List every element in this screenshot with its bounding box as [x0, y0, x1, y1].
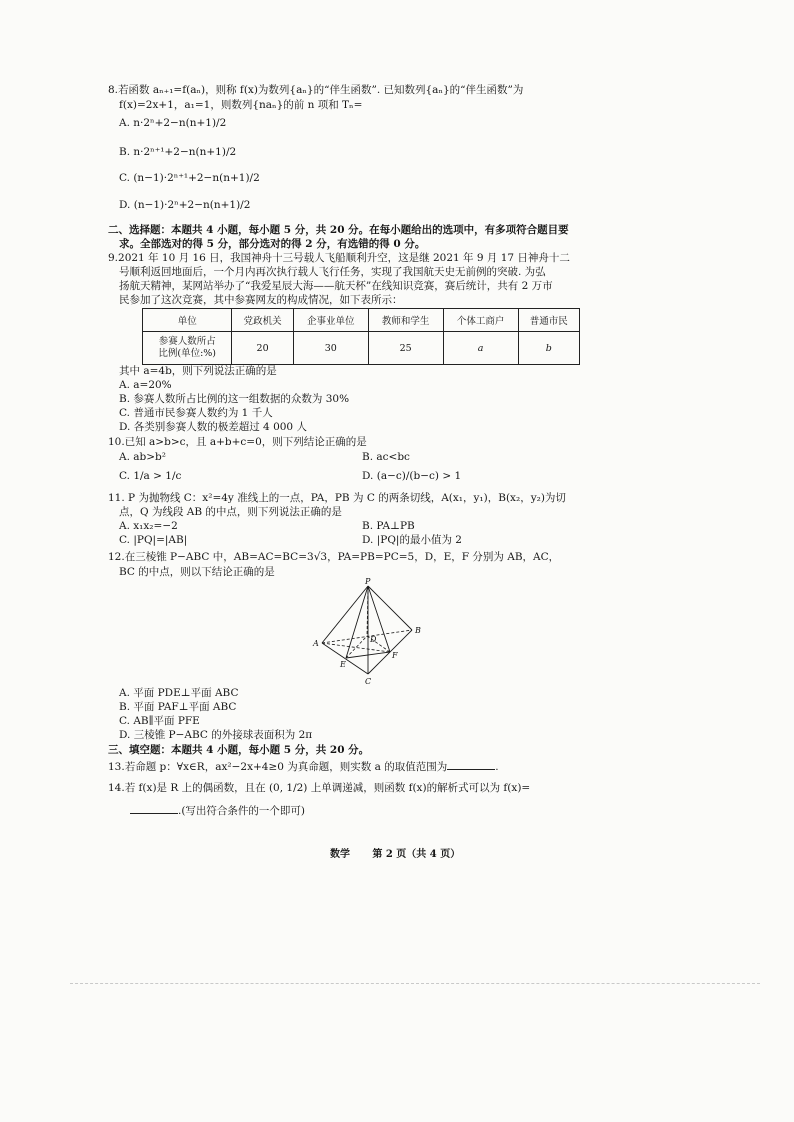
q14-answer-blank[interactable]	[130, 803, 178, 814]
table-cell: 20	[232, 332, 293, 365]
q9-option-c: C. 普通市民参赛人数约为 1 千人	[119, 407, 273, 419]
q11-option-c: C. |PQ|=|AB|	[119, 534, 188, 546]
q12-line2: BC 的中点，则以下结论正确的是	[119, 566, 275, 578]
table-header-cell: 普通市民	[518, 309, 579, 332]
table-header-cell: 企事业单位	[293, 309, 368, 332]
q9-option-a: A. a=20%	[119, 379, 172, 391]
table-header-cell: 个体工商户	[443, 309, 518, 332]
q10-line1: 10.已知 a>b>c，且 a+b+c=0，则下列结论正确的是	[108, 436, 367, 448]
q11-line1: 11. P 为抛物线 C：x²=4y 准线上的一点，PA，PB 为 C 的两条切线，A(x₁，y₁)，B(x₂，y₂)为切	[108, 492, 566, 504]
section3-heading: 三、填空题：本题共 4 小题，每小题 5 分，共 20 分。	[108, 744, 370, 756]
q11-option-b: B. PA⊥PB	[362, 520, 415, 532]
q14-line1: 14.若 f(x)是 R 上的偶函数，且在 (0, 1/2) 上单调递减，则函数 f(x)的解析式可以为 f(x)=	[108, 782, 531, 794]
footer-subject: 数学	[330, 849, 350, 860]
table-cell: 25	[368, 332, 443, 365]
vertex-b-label: B	[415, 626, 421, 635]
q13-answer-blank[interactable]	[447, 759, 495, 770]
table-header-row	[143, 309, 580, 332]
row-label-line2: 比例(单位:%)	[158, 348, 217, 359]
q14-post: .(写出符合条件的一个即可)	[178, 805, 306, 817]
table-row	[143, 332, 580, 365]
page-footer	[330, 845, 460, 860]
page-bottom-border	[70, 983, 760, 984]
q10-option-d: D. (a−c)/(b−c) > 1	[362, 470, 462, 482]
q9-line3: 扬航天精神，某网站举办了“我爱星辰大海——航天杯”在线知识竞赛，赛后统计，共有 2 万市	[119, 280, 553, 292]
q9-line1: 9.2021 年 10 月 16 日，我国神舟十三号载人飞船顺利升空，这是继 2021 年 9 月 17 日神舟十二	[108, 252, 570, 264]
vertex-c-label: C	[365, 677, 372, 686]
pyramid-diagram	[300, 578, 440, 688]
q12-option-a: A. 平面 PDE⊥平面 ABC	[119, 687, 239, 699]
vertex-p-label: P	[365, 578, 371, 586]
q8-option-c: C. (n−1)·2ⁿ⁺¹+2−n(n+1)/2	[119, 172, 260, 184]
table-cell: 30	[293, 332, 368, 365]
section2-line1: 二、选择题：本题共 4 小题，每小题 5 分，共 20 分。在每小题给出的选项中，有多项符合题目要	[108, 224, 569, 236]
q13-text: 13.若命题 p：∀x∈R，ax²−2x+4≥0 为真命题，则实数 a 的取值范围为	[108, 761, 448, 773]
q11-line2: 点，Q 为线段 AB 的中点，则下列说法正确的是	[119, 506, 342, 518]
q10-option-a: A. ab>b²	[119, 451, 166, 463]
q9-after: 其中 a=4b，则下列说法正确的是	[119, 365, 277, 377]
q9-option-b: B. 参赛人数所占比例的这一组数据的众数为 30%	[119, 393, 350, 405]
q8-option-a: A. n·2ⁿ+2−n(n+1)/2	[119, 117, 227, 129]
q9-line2: 号顺利返回地面后，一个月内再次执行载人飞行任务，实现了我国航天史无前例的突破. 为弘	[119, 266, 546, 278]
q9-option-d: D. 各类别参赛人数的极差超过 4 000 人	[119, 421, 307, 433]
q8-line2: f(x)=2x+1，a₁=1，则数列{naₙ}的前 n 项和 Tₙ=	[119, 99, 363, 111]
q10-option-b: B. ac<bc	[362, 451, 410, 463]
q13-line	[108, 759, 499, 774]
q10-option-c: C. 1/a > 1/c	[119, 470, 182, 482]
q13-post: .	[495, 761, 499, 773]
q12-option-c: C. AB∥平面 PFE	[119, 715, 200, 727]
point-f-label: F	[392, 651, 398, 660]
q14-line2	[130, 803, 305, 818]
q8-line1: 8.若函数 aₙ₊₁=f(aₙ)，则称 f(x)为数列{aₙ}的“伴生函数”. 已知数列{aₙ}的“伴生函数”为	[108, 84, 524, 96]
q12-line1: 12.在三棱锥 P−ABC 中，AB=AC=BC=3√3，PA=PB=PC=5，D，E，F 分别为 AB，AC，	[108, 551, 560, 563]
row-label-line1: 参赛人数所占	[158, 336, 216, 347]
vertex-a-label: A	[313, 639, 319, 648]
table-row-label	[143, 332, 232, 365]
q9-table	[142, 308, 580, 365]
table-header-cell: 教师和学生	[368, 309, 443, 332]
q11-option-d: D. |PQ|的最小值为 2	[362, 534, 462, 546]
q11-option-a: A. x₁x₂=−2	[119, 520, 178, 532]
q8-option-b: B. n·2ⁿ⁺¹+2−n(n+1)/2	[119, 146, 237, 158]
q12-option-d: D. 三棱锥 P−ABC 的外接球表面积为 2π	[119, 729, 313, 741]
section2-line2: 求。全部选对的得 5 分，部分选对的得 2 分，有选错的得 0 分。	[119, 238, 426, 250]
q12-option-b: B. 平面 PAF⊥平面 ABC	[119, 701, 237, 713]
table-cell: b	[518, 332, 579, 365]
table-header-cell: 党政机关	[232, 309, 293, 332]
table-header-cell: 单位	[143, 309, 232, 332]
q8-option-d: D. (n−1)·2ⁿ+2−n(n+1)/2	[119, 199, 251, 211]
point-e-label: E	[340, 660, 346, 669]
point-d-label: D	[370, 635, 377, 644]
q9-line4: 民参加了这次竞赛，其中参赛网友的构成情况，如下表所示：	[119, 294, 403, 306]
footer-page-number: 第 2 页（共 4 页）	[372, 849, 461, 860]
table-cell: a	[443, 332, 518, 365]
